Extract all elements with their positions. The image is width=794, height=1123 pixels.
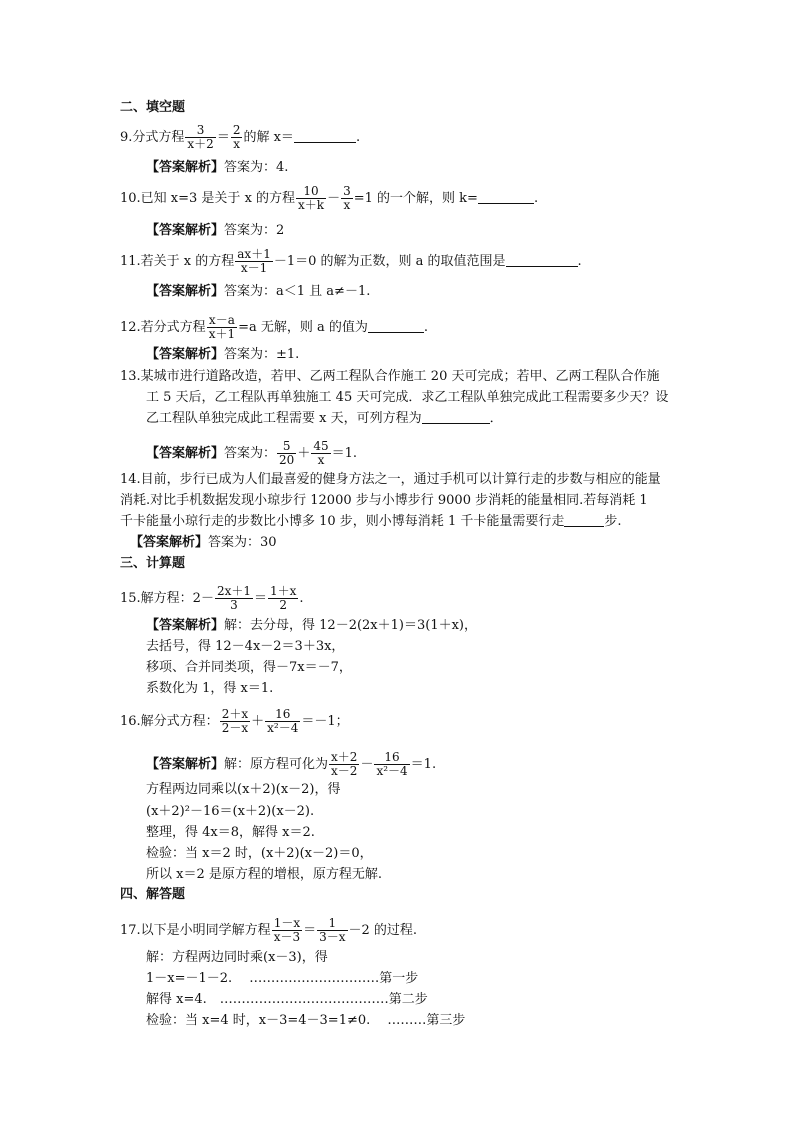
- answer-text: 答案为：30: [208, 535, 277, 550]
- numerator: 3: [343, 184, 351, 198]
- answer-text: 答案为：4.: [224, 160, 289, 175]
- numerator: 3: [185, 124, 215, 138]
- answer-blank: [478, 190, 534, 204]
- minus-sign: －: [327, 191, 341, 206]
- q16-solution-intro: [146, 751, 436, 778]
- numerator: 5: [277, 440, 296, 454]
- answer-label: 【答案解析】: [146, 223, 225, 238]
- numerator: x＋2: [331, 750, 358, 764]
- q16-text-2: ＝－1；: [301, 714, 349, 729]
- equals-sign: ＝: [254, 591, 268, 606]
- q12-text: 12.若分式方程: [120, 320, 206, 335]
- numerator: 2: [232, 123, 241, 137]
- q13-line-2: 工 5 天后，乙工程队再单独施工 45 天可完成．求乙工程队单独完成此工程需要多少天？设: [146, 390, 669, 405]
- equals-sign: ＝: [216, 130, 230, 145]
- solution-text: 解：去分母，得 12－2(2x＋1)＝3(1＋x)，: [224, 618, 477, 633]
- solution-text: 解：原方程可化为: [224, 757, 329, 772]
- q10-text-2: =1 的一个解，则 k=: [353, 191, 478, 206]
- q12-text-2: =a 无解，则 a 的值为: [238, 320, 368, 335]
- numerator: 2x＋1: [216, 584, 251, 598]
- denominator: x＋1: [208, 327, 236, 341]
- answer-label: 【答案解析】: [146, 160, 225, 175]
- denominator: x＋k: [298, 198, 325, 212]
- answer-text-2: ＝1.: [331, 446, 358, 461]
- minus-sign: －: [360, 757, 374, 772]
- period: .: [423, 320, 429, 335]
- q12-answer: [146, 346, 299, 364]
- q17-step-0: 解：方程两边同时乘(x－3)，得: [146, 950, 328, 965]
- answer-text: 答案为：2: [224, 223, 285, 238]
- solution-text-2: ＝1.: [410, 757, 437, 772]
- answer-label: 【答案解析】: [146, 284, 225, 299]
- period: .: [355, 130, 361, 145]
- section-heading-calculation: 三、计算题: [120, 556, 186, 571]
- q11-text: 11.若关于 x 的方程: [120, 254, 235, 269]
- q16-solution-2: (x＋2)²－16＝(x＋2)(x－2).: [146, 804, 315, 819]
- q14-line-2: 消耗.对比手机数据发现小琼步行 12000 步与小博步行 9000 步消耗的能量相同.若每消耗 1: [120, 493, 648, 508]
- q16-text: 16.解分式方程：: [120, 714, 219, 729]
- numerator: 16: [265, 708, 300, 722]
- q11-text-2: －1＝0 的解为正数，则 a 的取值范围是: [273, 254, 506, 269]
- q10-fraction-2: [341, 185, 353, 212]
- q17-step-2: 解得 x=4. …………………………………第二步: [146, 992, 428, 1007]
- q9-fraction-2: [231, 124, 243, 151]
- q9-answer: [146, 159, 288, 177]
- numerator: 45: [313, 439, 329, 453]
- denominator: x－1: [240, 261, 268, 275]
- answer-blank: [506, 253, 578, 267]
- numerator: ax＋1: [237, 247, 271, 261]
- q9-fraction-1: [185, 124, 215, 151]
- q15-solution-1: [146, 617, 477, 635]
- q14-line-3: [120, 513, 621, 531]
- numerator: 1＋x: [270, 584, 297, 598]
- q16-fraction-2: [265, 708, 300, 735]
- q10-answer: [146, 222, 284, 240]
- q9-text: 9.分式方程: [120, 130, 185, 145]
- q16-fraction-1: [220, 708, 250, 735]
- denominator: x＋2: [187, 137, 214, 151]
- question-10: [120, 185, 538, 212]
- q17-text: 17.以下是小明同学解方程: [120, 923, 271, 938]
- answer-text: 答案为：a＜1 且 a≠－1.: [224, 284, 371, 299]
- question-11: [120, 248, 582, 275]
- q16-solution-3: 整理，得 4x＝8，解得 x＝2.: [146, 825, 315, 840]
- q13-fraction-1: [277, 440, 296, 467]
- q11-answer: [146, 283, 370, 301]
- answer-blank: [564, 513, 604, 527]
- numerator: 2＋x: [221, 707, 249, 721]
- answer-label: 【答案解析】: [146, 618, 225, 633]
- question-17: [120, 917, 417, 944]
- q10-fraction-1: [296, 185, 326, 212]
- numerator: 16: [374, 751, 409, 765]
- denominator: 2: [279, 598, 288, 612]
- period: ．: [489, 411, 503, 426]
- answer-text: 答案为：±1.: [224, 347, 300, 362]
- period: .: [577, 254, 582, 269]
- plus-sign: ＋: [297, 446, 311, 461]
- denominator: x－2: [331, 764, 358, 778]
- section-heading-fill-blank: 二、填空题: [120, 100, 186, 115]
- q14-answer: [130, 534, 277, 552]
- q15-solution-2: 去括号，得 12－4x－2＝3＋3x，: [146, 639, 345, 654]
- denominator: x－3: [273, 930, 301, 944]
- q17-fraction-1: [272, 917, 302, 944]
- equals-sign: ＝: [303, 923, 317, 938]
- question-16: [120, 708, 349, 735]
- q17-step-3: 检验：当 x=4 时，x－3=4－3=1≠0. ………第三步: [146, 1013, 466, 1028]
- denominator: x: [343, 198, 351, 212]
- q16-solution-5: 所以 x＝2 是原方程的增根，原方程无解.: [146, 867, 382, 882]
- plus-sign: ＋: [251, 714, 265, 729]
- q14-line-3-end: 步.: [604, 514, 622, 529]
- denominator: 20: [279, 453, 295, 467]
- answer-label: 【答案解析】: [130, 535, 209, 550]
- denominator: x²－4: [267, 721, 299, 735]
- q15-text: 15.解方程：2－: [120, 591, 214, 606]
- section-heading-answer: 四、解答题: [120, 887, 186, 902]
- period: .: [533, 191, 539, 206]
- denominator: 2－x: [221, 721, 249, 735]
- numerator: x－a: [207, 314, 237, 328]
- q17-fraction-2: [317, 917, 347, 944]
- q9-text-2: 的解 x＝: [243, 130, 294, 145]
- q17-step-1: 1－x=－1－2. …………………………第一步: [146, 971, 419, 986]
- answer-label: 【答案解析】: [146, 347, 225, 362]
- numerator: 1: [317, 917, 347, 931]
- q13-line-1: 13.某城市进行道路改造，若甲、乙两工程队合作施工 20 天可完成；若甲、乙两工程队合作施: [120, 369, 660, 384]
- denominator: 3: [230, 598, 238, 612]
- denominator: x: [233, 137, 241, 151]
- q15-solution-4: 系数化为 1，得 x＝1.: [146, 681, 274, 696]
- q17-text-2: －2 的过程.: [348, 923, 418, 938]
- q14-line-3-text: 千卡能量小琼行走的步数比小博多 10 步，则小博每消耗 1 千卡能量需要行走: [120, 514, 565, 529]
- answer-blank: [422, 410, 490, 424]
- question-12: [120, 314, 428, 341]
- period: .: [299, 591, 304, 606]
- q13-answer: [146, 440, 357, 467]
- q12-fraction: [207, 314, 237, 341]
- numerator: 1－x: [273, 916, 301, 930]
- q10-text: 10.已知 x=3 是关于 x 的方程: [120, 191, 296, 206]
- q15-solution-3: 移项、合并同类项，得－7x＝－7，: [146, 660, 352, 675]
- numerator: 10: [296, 185, 326, 199]
- q15-fraction-2: [268, 585, 298, 612]
- question-9: [120, 124, 360, 151]
- answer-blank: [368, 319, 424, 333]
- q15-fraction-1: [215, 585, 253, 612]
- answer-label: 【答案解析】: [146, 757, 225, 772]
- answer-text: 答案为：: [224, 446, 277, 461]
- q13-fraction-2: [311, 440, 330, 467]
- q13-line-3: [146, 410, 503, 428]
- denominator: 3－x: [319, 930, 346, 944]
- q16-solution-4: 检验：当 x＝2 时，(x＋2)(x－2)＝0，: [146, 846, 373, 861]
- question-15: [120, 585, 304, 612]
- q11-fraction: [235, 248, 273, 275]
- q13-line-3-text: 乙工程队单独完成此工程需要 x 天，可列方程为: [146, 411, 422, 426]
- denominator: x: [317, 453, 325, 467]
- q16-solution-1: 方程两边同乘以(x＋2)(x－2)，得: [146, 782, 341, 797]
- answer-blank: [294, 129, 356, 143]
- answer-label: 【答案解析】: [146, 446, 225, 461]
- denominator: x²－4: [376, 764, 408, 778]
- q16-sol-fraction-1: [329, 751, 359, 778]
- q16-sol-fraction-2: [374, 751, 409, 778]
- q14-line-1: 14.目前，步行已成为人们最喜爱的健身方法之一，通过手机可以计算行走的步数与相应的能量: [120, 472, 661, 487]
